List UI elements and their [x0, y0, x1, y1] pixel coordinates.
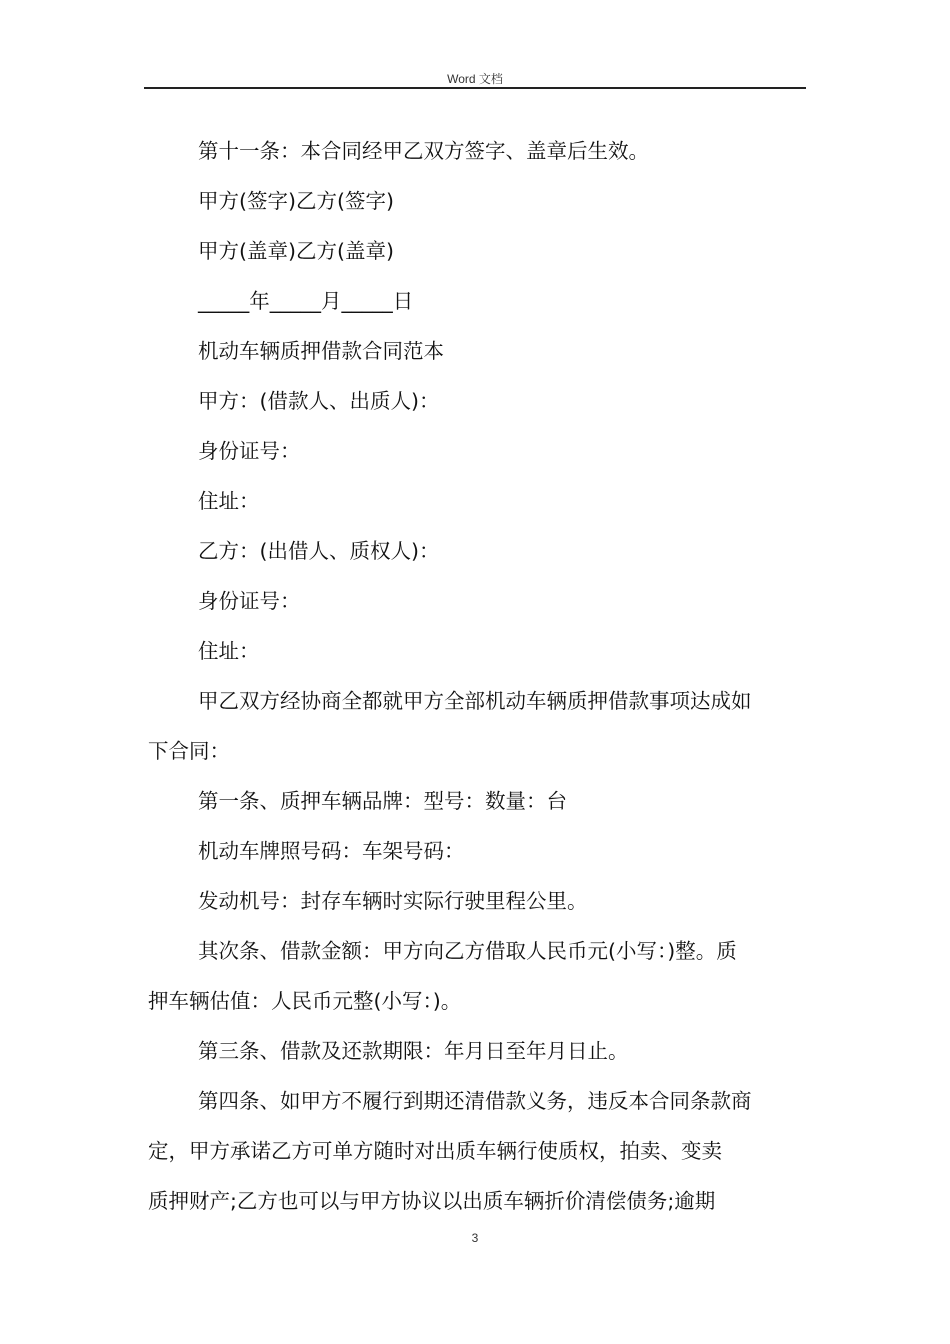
paragraph-date-line: _____年_____月_____日 [198, 289, 414, 313]
paragraph-contract-title: 机动车辆质押借款合同范本 [198, 339, 444, 363]
page-number: 3 [471, 1231, 479, 1245]
paragraph-seals: 甲方(盖章)乙方(盖章) [198, 239, 394, 263]
paragraph-engine-number: 发动机号：封存车辆时实际行驶里程公里。 [198, 889, 588, 913]
paragraph-party-a-address: 住址： [198, 489, 260, 513]
paragraph-party-b-id: 身份证号： [198, 589, 301, 613]
paragraph-agreement-line-2: 下合同： [148, 739, 230, 763]
paragraph-article-2-line-1: 其次条、借款金额：甲方向乙方借取人民币元(小写：)整。质 [198, 939, 737, 963]
paragraph-agreement-line-1: 甲乙双方经协商全都就甲方全部机动车辆质押借款事项达成如 [198, 689, 752, 713]
paragraph-plate-number: 机动车牌照号码：车架号码： [198, 839, 465, 863]
paragraph-article-2-line-2: 押车辆估值：人民币元整(小写：)。 [148, 989, 462, 1013]
paragraph-party-b: 乙方：(出借人、质权人)： [198, 539, 440, 563]
paragraph-party-b-address: 住址： [198, 639, 260, 663]
paragraph-article-3: 第三条、借款及还款期限：年月日至年月日止。 [198, 1039, 629, 1063]
paragraph-article-11: 第十一条：本合同经甲乙双方签字、盖章后生效。 [198, 139, 649, 163]
paragraph-article-4-line-2: 定，甲方承诺乙方可单方随时对出质车辆行使质权，拍卖、变卖 [148, 1139, 722, 1163]
paragraph-article-1: 第一条、质押车辆品牌：型号：数量：台 [198, 789, 567, 813]
paragraph-party-a-id: 身份证号： [198, 439, 301, 463]
document-body [148, 126, 804, 1226]
paragraph-article-4-line-1: 第四条、如甲方不履行到期还清借款义务，违反本合同条款商 [198, 1089, 752, 1113]
header-divider [144, 87, 806, 89]
paragraph-article-4-line-3: 质押财产;乙方也可以与甲方协议以出质车辆折价清偿债务;逾期 [148, 1189, 716, 1213]
paragraph-signatures: 甲方(签字)乙方(签字) [198, 189, 394, 213]
page-header: Word 文档 [447, 72, 503, 86]
paragraph-party-a: 甲方：(借款人、出质人)： [198, 389, 440, 413]
